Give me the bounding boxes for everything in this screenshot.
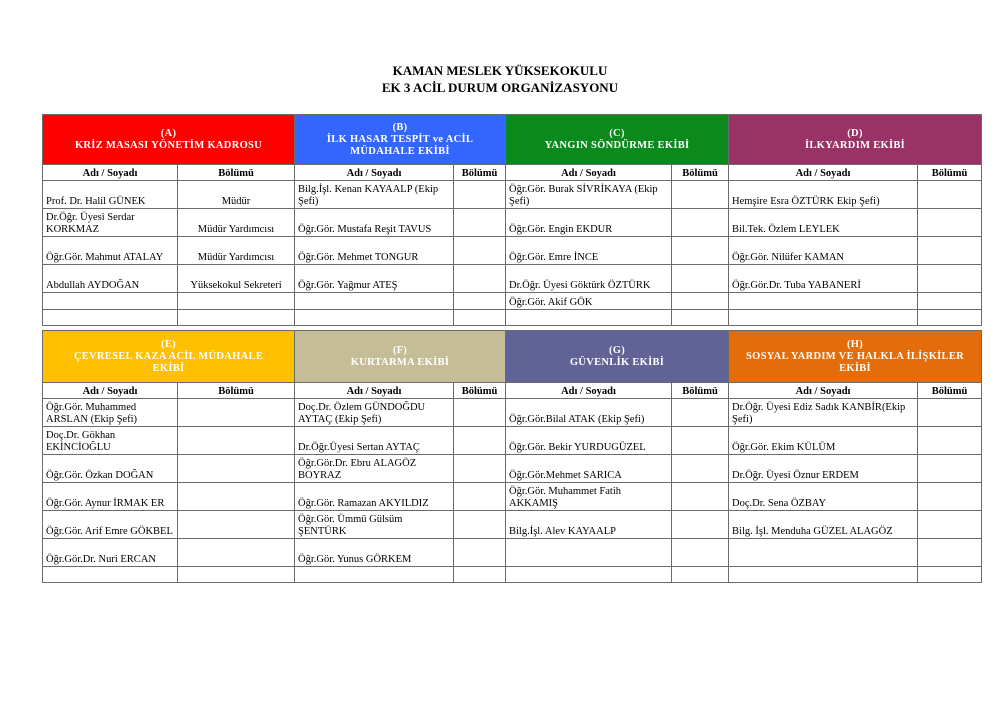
member-dept-cell xyxy=(918,511,982,539)
member-name-cell xyxy=(729,567,918,583)
member-name-cell xyxy=(506,310,672,326)
member-dept-cell xyxy=(178,293,295,310)
member-name-cell xyxy=(43,293,178,310)
member-name-cell: Öğr.Gör. Ekim KÜLÜM xyxy=(729,427,918,455)
member-dept-cell xyxy=(672,455,729,483)
member-name-cell: Öğr.Gör. Akif GÖK xyxy=(506,293,672,310)
team-b-name: İLK HASAR TESPİT ve ACİL xyxy=(326,133,474,145)
col-dept-header: Bölümü xyxy=(454,165,506,181)
member-dept-cell xyxy=(918,237,982,265)
member-name-cell: Dr.Öğr. Üyesi Serdar KORKMAZ xyxy=(43,209,178,237)
col-dept-header: Bölümü xyxy=(178,165,295,181)
member-name-cell: Doç.Dr. Gökhan EKİNCİOĞLU xyxy=(43,427,178,455)
member-dept-cell xyxy=(672,310,729,326)
member-dept-cell xyxy=(672,539,729,567)
member-dept-cell xyxy=(672,483,729,511)
member-dept-cell: Yüksekokul Sekreteri xyxy=(178,265,295,293)
col-name-header: Adı / Soyadı xyxy=(729,383,918,399)
member-name-cell xyxy=(43,310,178,326)
team-f-name: KURTARMA EKİBİ xyxy=(350,356,450,368)
member-dept-cell: Müdür Yardımcısı xyxy=(178,237,295,265)
col-name-header: Adı / Soyadı xyxy=(43,165,178,181)
member-name-cell: Dr.Öğr. Üyesi Öznur ERDEM xyxy=(729,455,918,483)
member-dept-cell xyxy=(918,293,982,310)
team-h-name-line2: EKİBİ xyxy=(839,362,871,374)
col-name-header: Adı / Soyadı xyxy=(295,383,454,399)
member-name-cell: Öğr.Gör. Ramazan AKYILDIZ xyxy=(295,483,454,511)
member-dept-cell xyxy=(178,511,295,539)
table-row xyxy=(43,539,982,567)
member-dept-cell xyxy=(918,483,982,511)
team-d-header xyxy=(729,115,982,165)
member-dept-cell xyxy=(178,483,295,511)
member-name-cell: Bilg. İşl. Menduha GÜZEL ALAGÖZ xyxy=(729,511,918,539)
member-name-cell: Öğr.Gör. Muhammed ARSLAN (Ekip Şefi) xyxy=(43,399,178,427)
team-e-code: (E) xyxy=(161,338,176,350)
member-dept-cell xyxy=(454,293,506,310)
member-name-cell: Öğr.Gör. Mustafa Reşit TAVUS xyxy=(295,209,454,237)
member-name-cell: Bilg.İşl. Alev KAYAALP xyxy=(506,511,672,539)
member-name-cell xyxy=(43,567,178,583)
member-dept-cell xyxy=(454,399,506,427)
team-g-code: (G) xyxy=(608,344,626,356)
member-name-cell: Öğr.Gör. Nilüfer KAMAN xyxy=(729,237,918,265)
team-e-header xyxy=(43,331,295,383)
member-dept-cell xyxy=(918,265,982,293)
member-dept-cell xyxy=(672,265,729,293)
col-dept-header: Bölümü xyxy=(672,165,729,181)
member-name-cell xyxy=(506,539,672,567)
member-name-cell: Öğr.Gör.Mehmet SARICA xyxy=(506,455,672,483)
member-dept-cell xyxy=(672,399,729,427)
member-dept-cell xyxy=(454,427,506,455)
table-row xyxy=(43,567,982,583)
member-dept-cell xyxy=(918,567,982,583)
member-name-cell: Doç.Dr. Sena ÖZBAY xyxy=(729,483,918,511)
member-name-cell xyxy=(729,293,918,310)
team-e-name-line2: EKİBİ xyxy=(152,362,185,374)
member-dept-cell xyxy=(672,427,729,455)
team-h-header xyxy=(729,331,982,383)
member-name-cell: Dr.Öğr. Üyesi Ediz Sadık KANBİR(Ekip Şefi) xyxy=(729,399,918,427)
member-name-cell xyxy=(295,567,454,583)
team-a-code: (A) xyxy=(160,127,177,139)
team-b-name-line2: MÜDAHALE EKİBİ xyxy=(350,145,450,157)
member-dept-cell: Müdür xyxy=(178,181,295,209)
team-g-name: GÜVENLİK EKİBİ xyxy=(569,356,665,368)
team-h-name: SOSYAL YARDIM VE HALKLA İLİŞKİLER xyxy=(746,350,965,362)
member-dept-cell xyxy=(178,310,295,326)
member-dept-cell xyxy=(454,483,506,511)
member-name-cell: Öğr.Gör. Emre İNCE xyxy=(506,237,672,265)
member-name-cell: Dr.Öğr.Üyesi Sertan AYTAÇ xyxy=(295,427,454,455)
member-dept-cell xyxy=(454,511,506,539)
member-name-cell: Bil.Tek. Özlem LEYLEK xyxy=(729,209,918,237)
team-d-name: İLKYARDIM EKİBİ xyxy=(804,139,906,151)
member-name-cell: Bilg.İşl. Kenan KAYAALP (Ekip Şefi) xyxy=(295,181,454,209)
table-row xyxy=(43,237,982,265)
table-row xyxy=(43,399,982,427)
member-name-cell: Öğr.Gör. Mehmet TONGUR xyxy=(295,237,454,265)
member-dept-cell xyxy=(672,237,729,265)
team-f-code: (F) xyxy=(392,344,408,356)
member-name-cell: Öğr.Gör.Dr. Ebru ALAGÖZ BOYRAZ xyxy=(295,455,454,483)
member-name-cell: Dr.Öğr. Üyesi Göktürk ÖZTÜRK xyxy=(506,265,672,293)
member-dept-cell xyxy=(672,511,729,539)
team-a-header xyxy=(43,115,295,165)
team-d-code: (D) xyxy=(847,127,863,139)
member-dept-cell xyxy=(454,310,506,326)
table-row xyxy=(43,483,982,511)
col-dept-header: Bölümü xyxy=(918,165,982,181)
member-dept-cell xyxy=(178,539,295,567)
member-name-cell: Öğr.Gör.Dr. Nuri ERCAN xyxy=(43,539,178,567)
team-f-header xyxy=(295,331,506,383)
col-name-header: Adı / Soyadı xyxy=(43,383,178,399)
member-dept-cell xyxy=(454,567,506,583)
member-name-cell: Öğr.Gör. Aynur İRMAK ER xyxy=(43,483,178,511)
member-name-cell: Öğr.Gör. Bekir YURDUGÜZEL xyxy=(506,427,672,455)
member-name-cell: Öğr.Gör. Arif Emre GÖKBEL xyxy=(43,511,178,539)
member-dept-cell xyxy=(672,293,729,310)
table-row xyxy=(43,209,982,237)
member-dept-cell xyxy=(178,427,295,455)
member-dept-cell xyxy=(454,237,506,265)
member-name-cell: Prof. Dr. Halil GÜNEK xyxy=(43,181,178,209)
table-row xyxy=(43,181,982,209)
team-b-code: (B) xyxy=(392,121,408,133)
member-name-cell xyxy=(295,293,454,310)
member-name-cell: Öğr.Gör. Yunus GÖRKEM xyxy=(295,539,454,567)
member-dept-cell xyxy=(918,455,982,483)
member-dept-cell xyxy=(672,209,729,237)
member-name-cell xyxy=(729,310,918,326)
member-dept-cell: Müdür Yardımcısı xyxy=(178,209,295,237)
team-a-name: KRİZ MASASI YÖNETİM KADROSU xyxy=(74,139,263,151)
table-row xyxy=(43,455,982,483)
member-name-cell xyxy=(506,567,672,583)
member-dept-cell xyxy=(672,567,729,583)
member-name-cell: Öğr.Gör.Dr. Tuba YABANERİ xyxy=(729,265,918,293)
team-c-code: (C) xyxy=(609,127,625,139)
member-dept-cell xyxy=(918,427,982,455)
column-header-row xyxy=(43,165,982,181)
member-dept-cell xyxy=(178,455,295,483)
team-c-name: YANGIN SÖNDÜRME EKİBİ xyxy=(544,139,690,151)
table-row xyxy=(43,310,982,326)
col-dept-header: Bölümü xyxy=(178,383,295,399)
member-name-cell: Hemşire Esra ÖZTÜRK Ekip Şefi) xyxy=(729,181,918,209)
team-c-header xyxy=(506,115,729,165)
member-dept-cell xyxy=(178,399,295,427)
team-e-name: ÇEVRESEL KAZA ACİL MÜDAHALE xyxy=(73,350,264,362)
member-name-cell xyxy=(295,310,454,326)
member-dept-cell xyxy=(454,181,506,209)
member-name-cell: Öğr.Gör. Mahmut ATALAY xyxy=(43,237,178,265)
col-dept-header: Bölümü xyxy=(918,383,982,399)
column-header-row xyxy=(43,383,982,399)
member-dept-cell xyxy=(454,265,506,293)
member-dept-cell xyxy=(918,399,982,427)
member-dept-cell xyxy=(454,539,506,567)
member-name-cell: Abdullah AYDOĞAN xyxy=(43,265,178,293)
member-name-cell: Öğr.Gör.Bilal ATAK (Ekip Şefi) xyxy=(506,399,672,427)
member-dept-cell xyxy=(918,310,982,326)
member-name-cell: Öğr.Gör. Özkan DOĞAN xyxy=(43,455,178,483)
member-name-cell: Doç.Dr. Özlem GÜNDOĞDU AYTAÇ (Ekip Şefi) xyxy=(295,399,454,427)
table-row xyxy=(43,293,982,310)
col-dept-header: Bölümü xyxy=(454,383,506,399)
member-name-cell: Öğr.Gör. Burak SİVRİKAYA (Ekip Şefi) xyxy=(506,181,672,209)
member-name-cell: Öğr.Gör. Muhammet Fatih AKKAMIŞ xyxy=(506,483,672,511)
team-b-header xyxy=(295,115,506,165)
col-name-header: Adı / Soyadı xyxy=(506,383,672,399)
member-dept-cell xyxy=(672,181,729,209)
member-name-cell: Öğr.Gör. Engin EKDUR xyxy=(506,209,672,237)
bottom-teams-table xyxy=(42,330,982,583)
member-dept-cell xyxy=(918,209,982,237)
col-name-header: Adı / Soyadı xyxy=(295,165,454,181)
member-dept-cell xyxy=(918,539,982,567)
document-subtitle: EK 3 ACİL DURUM ORGANİZASYONU xyxy=(381,80,619,95)
table-row xyxy=(43,427,982,455)
member-dept-cell xyxy=(178,567,295,583)
col-name-header: Adı / Soyadı xyxy=(506,165,672,181)
member-name-cell xyxy=(729,539,918,567)
table-row xyxy=(43,511,982,539)
member-dept-cell xyxy=(454,455,506,483)
col-dept-header: Bölümü xyxy=(672,383,729,399)
member-dept-cell xyxy=(454,209,506,237)
top-teams-table xyxy=(42,114,982,326)
table-row xyxy=(43,265,982,293)
col-name-header: Adı / Soyadı xyxy=(729,165,918,181)
document-title: KAMAN MESLEK YÜKSEKOKULU xyxy=(392,63,608,78)
team-g-header xyxy=(506,331,729,383)
team-h-code: (H) xyxy=(847,338,864,350)
member-name-cell: Öğr.Gör. Yağmur ATEŞ xyxy=(295,265,454,293)
member-name-cell: Öğr.Gör. Ümmü Gülsüm ŞENTÜRK xyxy=(295,511,454,539)
member-dept-cell xyxy=(918,181,982,209)
